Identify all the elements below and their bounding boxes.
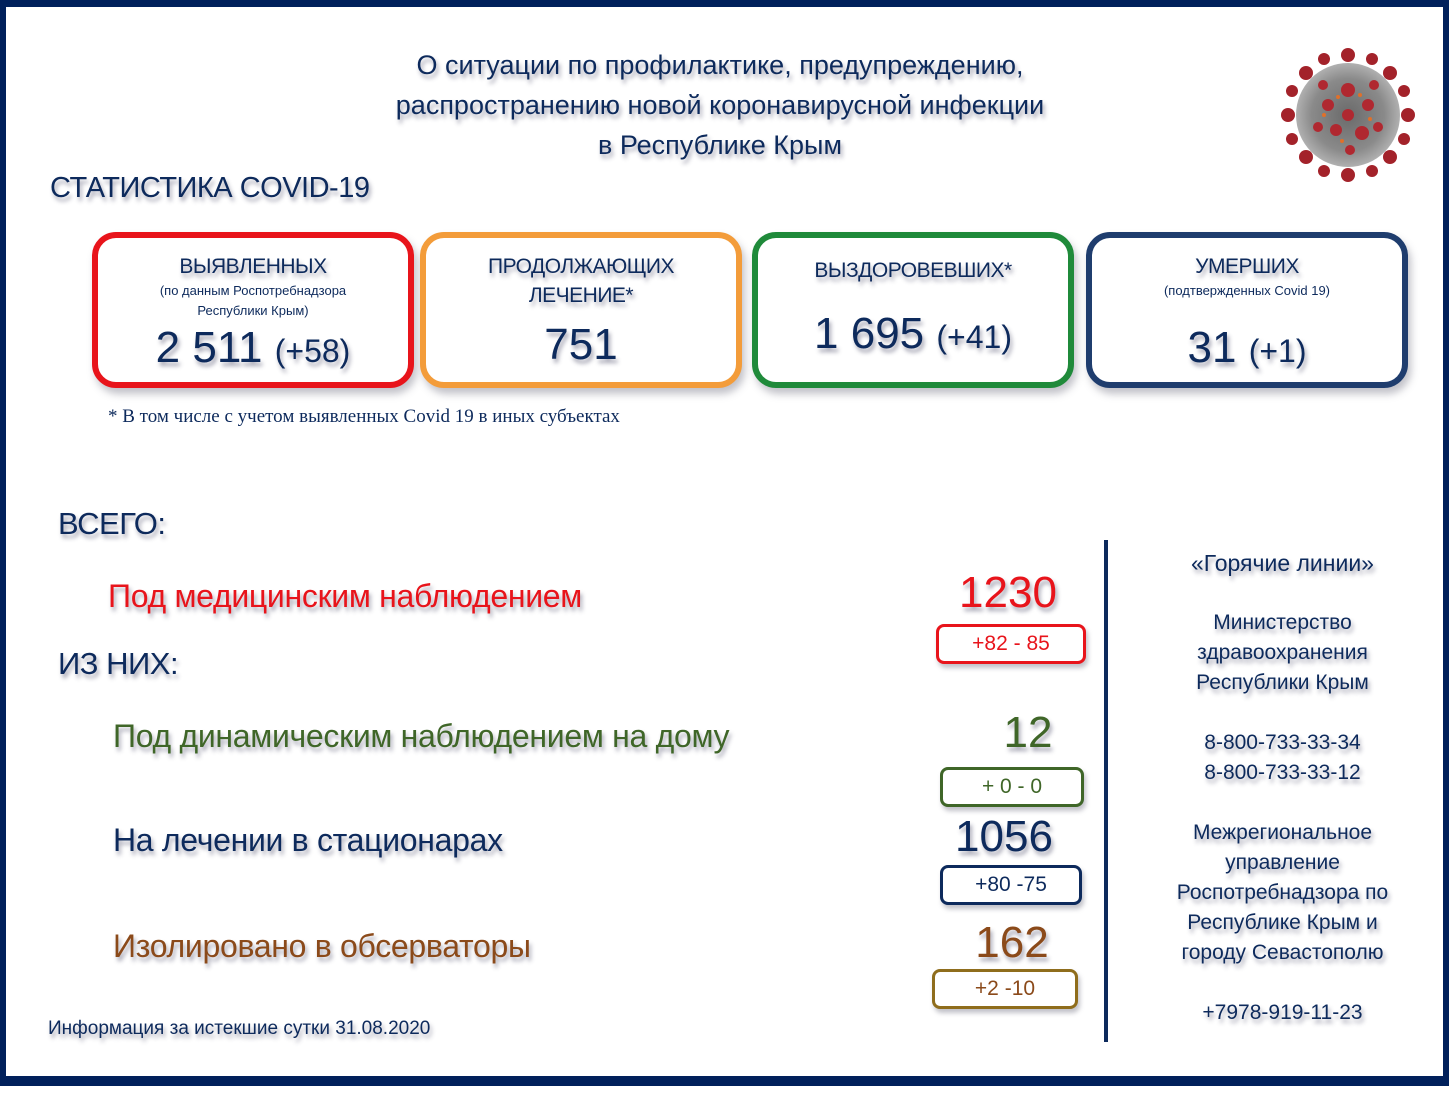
hotlines-title: «Горячие линии»	[1191, 550, 1374, 576]
row-home-observation-label: Под динамическим наблюдением на дому	[113, 718, 730, 754]
card-detected-value-row	[98, 323, 408, 376]
hotline-org1-line-1: Министерство	[1213, 611, 1352, 634]
hotline-org1-line-2: здравоохранения	[1197, 641, 1368, 664]
row-hospital-label: На лечении в стационарах	[113, 822, 503, 858]
stats-section-title: СТАТИСТИКА COVID-19	[50, 172, 370, 204]
of-them-header: ИЗ НИХ:	[58, 646, 179, 681]
row-observatory-value: 162	[975, 918, 1049, 967]
hotline-org2-line-4: Республике Крым и	[1187, 911, 1378, 934]
hotlines-panel	[1140, 548, 1425, 1028]
card-deceased-subtitle: (подтвержденных Covid 19)	[1163, 283, 1331, 298]
card-recovered-title: ВЫЗДОРОВЕВШИХ*	[814, 259, 1012, 282]
card-recovered	[752, 232, 1074, 388]
stats-footnote: * В том числе с учетом выявленных Covid 19 в иных субъектах	[108, 406, 620, 427]
row-home-observation-value: 12	[1003, 708, 1053, 757]
card-recovered-delta: (+41)	[936, 319, 1012, 355]
card-deceased	[1086, 232, 1408, 388]
hotline-org1-phone-1: 8-800-733-33-34	[1204, 731, 1361, 754]
card-detected-delta: (+58)	[274, 333, 351, 369]
card-deceased-value: 31	[1187, 323, 1237, 372]
card-recovered-value: 1 695	[814, 309, 925, 358]
card-in-treatment-title-1: ПРОДОЛЖАЮЩИХ	[487, 255, 674, 278]
total-header: ВСЕГО:	[58, 506, 166, 541]
hotline-org2-line-3: Роспотребнадзора по	[1176, 881, 1389, 904]
row-medical-observation-delta: +82 - 85	[936, 624, 1086, 664]
card-in-treatment-value: 751	[544, 320, 618, 369]
row-hospital-delta: +80 -75	[940, 865, 1082, 905]
card-recovered-value-row	[758, 309, 1068, 362]
row-observatory-delta: +2 -10	[932, 969, 1078, 1009]
hotline-org2-line-1: Межрегиональное	[1192, 821, 1373, 844]
card-detected-subtitle-2: Республики Крым)	[197, 303, 309, 318]
coronavirus-icon	[1278, 45, 1418, 185]
page-title	[300, 45, 1140, 165]
hotline-org1-phone-2: 8-800-733-33-12	[1204, 761, 1361, 784]
row-medical-observation-value: 1230	[959, 568, 1057, 617]
title-line-3: в Республике Крым	[597, 130, 843, 160]
title-line-1: О ситуации по профилактике, предупреждению,	[416, 50, 1024, 80]
hotline-org1-line-3: Республики Крым	[1196, 671, 1369, 694]
card-detected-subtitle-1: (по данным Роспотребнадзора	[159, 283, 347, 298]
title-line-2: распространению новой коронавирусной инфекции	[395, 90, 1045, 120]
card-detected-title: ВЫЯВЛЕННЫХ	[179, 255, 327, 278]
vertical-divider	[1104, 540, 1108, 1042]
row-home-observation-delta: + 0 - 0	[940, 767, 1084, 807]
card-deceased-title: УМЕРШИХ	[1195, 255, 1299, 278]
card-detected-value: 2 511	[155, 323, 263, 372]
hotline-org2-line-2: управление	[1225, 851, 1340, 874]
row-medical-observation-label: Под медицинским наблюдением	[108, 578, 582, 614]
hotline-org2-line-5: городу Севастополю	[1181, 941, 1384, 964]
row-hospital-value: 1056	[955, 812, 1053, 861]
card-in-treatment-title-2: ЛЕЧЕНИЕ*	[528, 284, 634, 307]
card-deceased-value-row	[1092, 323, 1402, 376]
card-in-treatment	[420, 232, 742, 388]
hotline-org2-phone-1: +7978-919-11-23	[1202, 1001, 1363, 1024]
footer-info: Информация за истекшие сутки 31.08.2020	[48, 1018, 431, 1039]
card-detected	[92, 232, 414, 388]
row-observatory-label: Изолировано в обсерваторы	[113, 928, 531, 964]
card-deceased-delta: (+1)	[1248, 333, 1307, 369]
